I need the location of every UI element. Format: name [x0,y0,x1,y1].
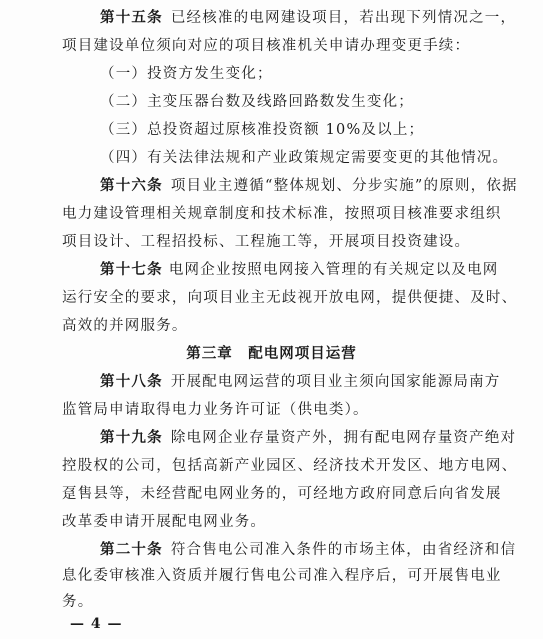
article-18-text-line-2: 监管局申请取得电力业务许可证（供电类）。 [62,402,369,418]
article-20-text-line-2: 息化委审核准入资质并履行售电公司准入程序后，可开展售电业 [62,568,502,584]
article-17-text-line-1: 电网企业按照电网接入管理的有关规定以及电网 [168,262,499,278]
article-19-text-line-3: 趸售县等，未经营配电网业务的，可经地方政府同意后向省发展 [62,486,502,502]
article-20-text-line-3: 务。 [62,594,94,610]
article-16-text-line-3: 项目设计、工程招投标、工程施工等，开展项目投资建设。 [62,234,471,250]
article-19-first-line [100,428,516,448]
article-18-first-line [100,372,501,392]
page-number: — 4 — [70,616,123,632]
article-17-first-line [100,260,499,280]
article-16-text-line-2: 电力建设管理相关规章制度和技术标准，按照项目核准要求组织 [62,206,502,222]
article-15-text-line-1: 已经核准的电网建设项目，若出现下列情况之一， [170,10,517,26]
article-16-first-line [100,176,518,196]
article-20-text-line-1: 符合售电公司准入条件的市场主体，由省经济和信 [170,542,517,558]
article-15-text-line-2: 项目建设单位须向对应的项目核准机关申请办理变更手续： [62,38,471,54]
article-15-number: 第十五条 [100,9,163,26]
article-17-number: 第十七条 [100,261,163,278]
article-15-first-line [100,8,516,28]
article-18-text-line-1: 开展配电网运营的项目业主须向国家能源局南方 [170,374,501,390]
article-15-item-3: （三）总投资超过原核准投资额 10%及以上； [100,122,425,138]
article-16-number: 第十六条 [100,177,163,194]
article-16-text-line-1: 项目业主遵循“整体规划、分步实施”的原则，依据 [170,178,518,194]
article-15-item-2: （二）主变压器台数及线路回路数发生变化； [100,94,414,110]
article-15-item-1: （一）投资方发生变化； [100,66,273,82]
article-19-text-line-4: 改革委申请开展配电网业务。 [62,514,267,530]
article-19-number: 第十九条 [100,429,163,446]
article-17-text-line-2: 运行安全的要求，向项目业主无歧视开放电网，提供便捷、及时、 [62,290,518,306]
article-15-item-4: （四）有关法律法规和产业政策规定需要变更的其他情况。 [100,150,509,166]
article-18-number: 第十八条 [100,373,163,390]
article-20-first-line [100,540,516,560]
article-20-number: 第二十条 [100,541,163,558]
article-17-text-line-3: 高效的并网服务。 [62,318,188,334]
chapter-3-heading: 第三章 配电网项目运营 [186,345,357,362]
article-19-text-line-2: 控股权的公司，包括高新产业园区、经济技术开发区、地方电网、 [62,458,518,474]
article-19-text-line-1: 除电网企业存量资产外，拥有配电网存量资产绝对 [170,430,517,446]
